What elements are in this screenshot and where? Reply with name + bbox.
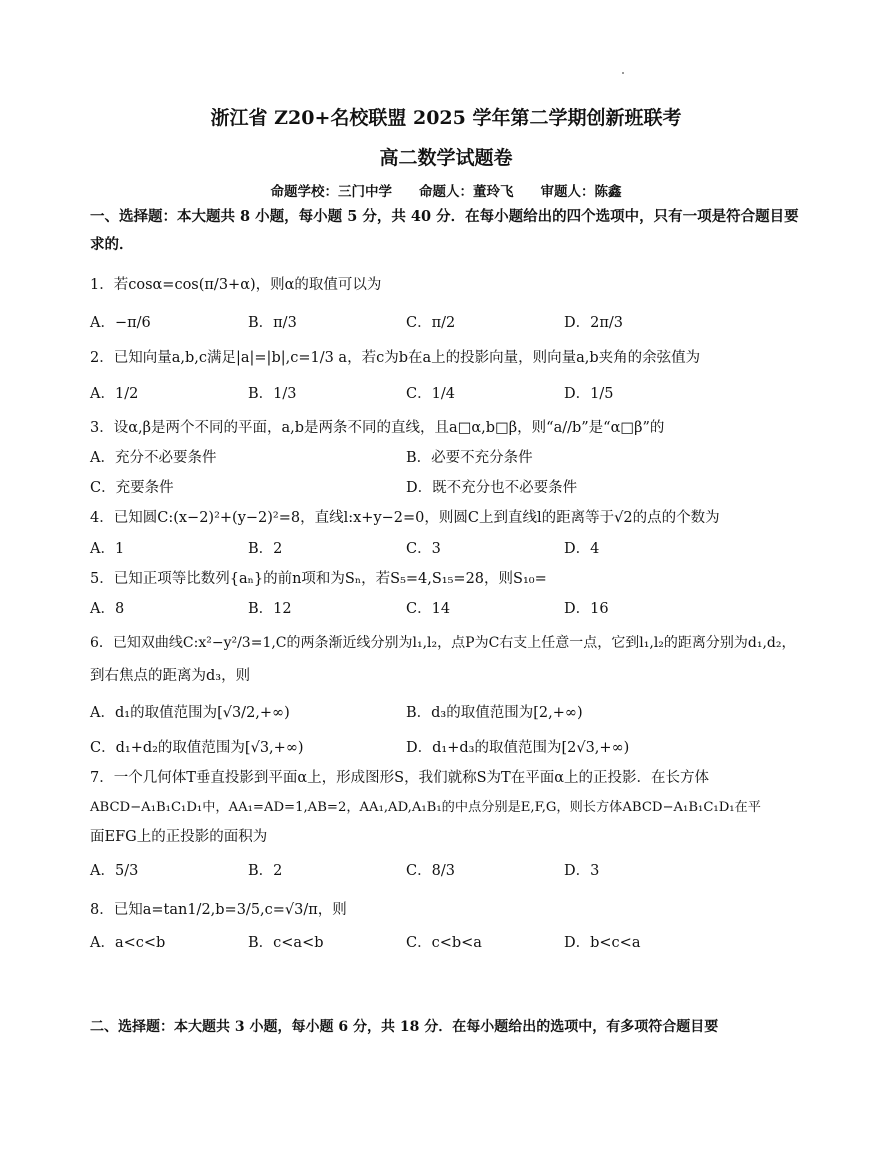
q4-option-c: C．3 bbox=[406, 541, 441, 557]
q6-stem-line2: 到右焦点的距离为d₃，则 bbox=[90, 668, 251, 684]
q5-option-a: A．8 bbox=[90, 601, 125, 617]
q2-option-c: C．1/4 bbox=[406, 386, 455, 402]
q8-option-c: C．c<b<a bbox=[406, 935, 482, 951]
q8-stem: 8．已知a=tan1/2,b=3/5,c=√3/π，则 bbox=[90, 902, 347, 918]
q3-option-c: C．充要条件 bbox=[90, 480, 174, 496]
q7-option-c: C．8/3 bbox=[406, 863, 455, 879]
q5-option-b: B．12 bbox=[248, 601, 292, 617]
scan-dot bbox=[622, 72, 624, 74]
q1-option-d: D．2π/3 bbox=[564, 315, 623, 331]
q7-option-a: A．5/3 bbox=[90, 863, 139, 879]
q1-stem: 1．若cosα=cos(π/3+α)，则α的取值可以为 bbox=[90, 277, 382, 293]
q3-option-b: B．必要不充分条件 bbox=[406, 450, 533, 466]
q4-option-b: B．2 bbox=[248, 541, 283, 557]
q7-stem-line2: ABCD−A₁B₁C₁D₁中，AA₁=AD=1,AB=2，AA₁,AD,A₁B₁的中点分别是E,F,G，则长方体ABCD−A₁B₁C₁D₁在平 bbox=[90, 800, 761, 815]
exam-title: 浙江省 Z20+名校联盟 2025 学年第二学期创新班联考 bbox=[210, 107, 682, 129]
q8-option-a: A．a<c<b bbox=[90, 935, 166, 951]
exam-subtitle: 高二数学试题卷 bbox=[379, 147, 513, 169]
q5-option-c: C．14 bbox=[406, 601, 451, 617]
q7-option-b: B．2 bbox=[248, 863, 283, 879]
q3-stem: 3．设α,β是两个不同的平面，a,b是两条不同的直线，且a□α,b□β，则“a//b”是“α□β”的 bbox=[90, 420, 665, 436]
q3-option-d: D．既不充分也不必要条件 bbox=[406, 480, 578, 496]
q6-option-d: D．d₁+d₃的取值范围为[2√3,+∞) bbox=[406, 740, 630, 756]
q2-option-d: D．1/5 bbox=[564, 386, 614, 402]
q4-option-a: A．1 bbox=[90, 541, 125, 557]
exam-authors: 命题学校：三门中学 命题人：董玲飞 审题人：陈鑫 bbox=[270, 184, 622, 200]
q5-option-d: D．16 bbox=[564, 601, 609, 617]
q2-stem: 2．已知向量a,b,c满足|a|=|b|,c=1/3 a，若c为b在a上的投影向量，则向量a,b夹角的余弦值为 bbox=[90, 350, 701, 366]
q7-stem-line1: 7．一个几何体T垂直投影到平面α上，形成图形S，我们就称S为T在平面α上的正投影．在长方体 bbox=[90, 770, 710, 786]
q4-option-d: D．4 bbox=[564, 541, 600, 557]
q3-option-a: A．充分不必要条件 bbox=[90, 450, 217, 466]
q8-option-b: B．c<a<b bbox=[248, 935, 324, 951]
section2-heading: 二、选择题：本大题共 3 小题，每小题 6 分，共 18 分．在每小题给出的选项中，有多项符合题目要 bbox=[90, 1019, 719, 1035]
q1-option-c: C．π/2 bbox=[406, 315, 456, 331]
q4-stem: 4．已知圆C:(x−2)²+(y−2)²=8，直线l:x+y−2=0，则圆C上到直线l的距离等于√2的点的个数为 bbox=[90, 510, 720, 526]
q7-stem-line3: 面EFG上的正投影的面积为 bbox=[90, 829, 268, 845]
q2-option-a: A．1/2 bbox=[90, 386, 139, 402]
q6-option-b: B．d₃的取值范围为[2,+∞) bbox=[406, 705, 583, 721]
q2-option-b: B．1/3 bbox=[248, 386, 297, 402]
q1-option-b: B．π/3 bbox=[248, 315, 297, 331]
section1-heading: 一、选择题：本大题共 8 小题，每小题 5 分，共 40 分．在每小题给出的四个选项中，只有一项是符合题目要求的． bbox=[90, 208, 799, 253]
q6-stem-line1: 6．已知双曲线C:x²−y²/3=1,C的两条渐近线分别为l₁,l₂，点P为C右支上任意一点，它到l₁,l₂的距离分别为d₁,d₂， bbox=[90, 635, 796, 651]
q5-stem: 5．已知正项等比数列{aₙ}的前n项和为Sₙ，若S₅=4,S₁₅=28，则S₁₀= bbox=[90, 571, 547, 587]
q6-option-a: A．d₁的取值范围为[√3/2,+∞) bbox=[90, 705, 290, 721]
q6-option-c: C．d₁+d₂的取值范围为[√3,+∞) bbox=[90, 740, 304, 756]
q1-option-a: A．−π/6 bbox=[90, 315, 151, 331]
q8-option-d: D．b<c<a bbox=[564, 935, 641, 951]
q7-option-d: D．3 bbox=[564, 863, 600, 879]
